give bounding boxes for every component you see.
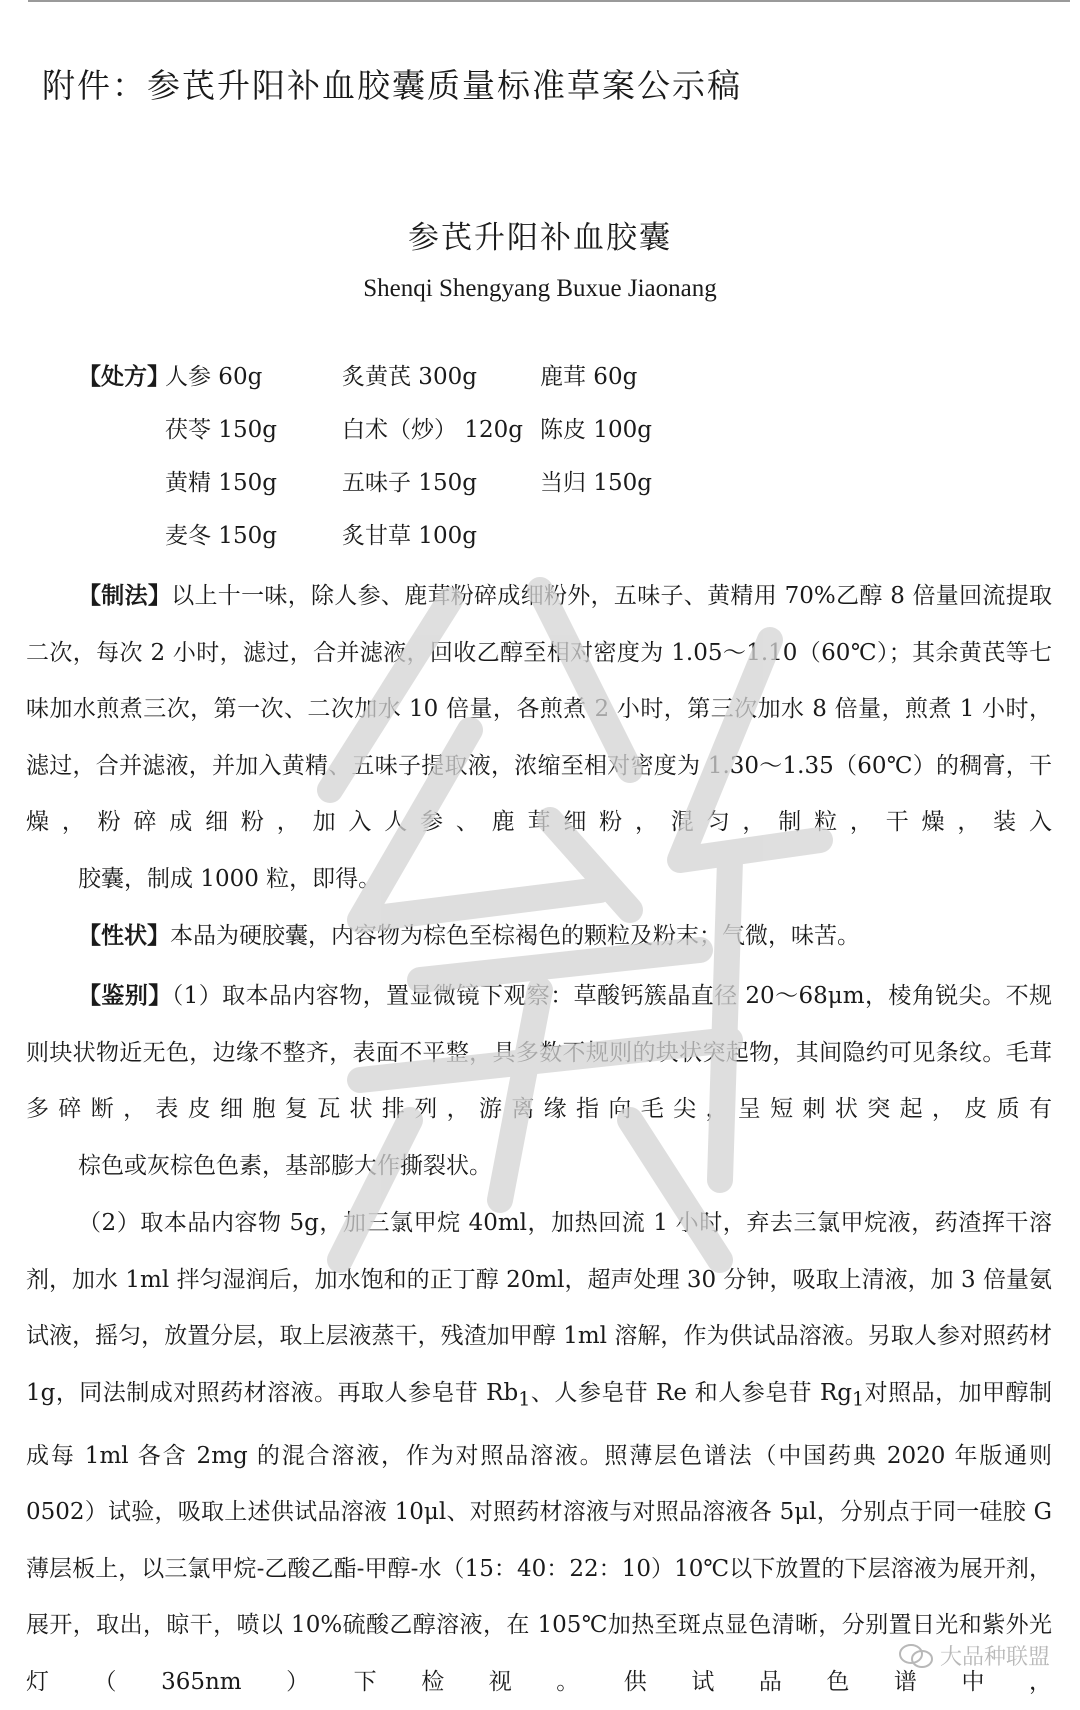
document-subtitle-pinyin: Shenqi Shengyang Buxue Jiaonang: [363, 275, 717, 302]
identification-label: 【鉴别】: [78, 982, 172, 1009]
identification-paragraph-2: [26, 1195, 1052, 1710]
subscript: 1: [851, 1387, 865, 1411]
preparation-last-line: 胶囊，制成 1000 粒，即得。: [78, 865, 382, 892]
prescription-item: 鹿茸 60g: [540, 364, 638, 390]
identification-text-2a: （2）取本品内容物 5g，加三氯甲烷 40ml，加热回流 1 小时，弃去三氯甲烷液，药渣挥干溶剂，加水 1ml 拌匀湿润后，加水饱和的正丁醇 20ml，超声处理 30 分钟，吸取上清液，加 3 倍量氨试液，摇匀，放置分层，取上层液蒸干，残渣加甲醇 1ml 溶解，作为供试品溶液。另取人参对照药材 1g，同法制成对照药材溶液。再取人参皂苷 Rb: [26, 1210, 1052, 1406]
preparation-text: 以上十一味，除人参、鹿茸粉碎成细粉外，五味子、黄精用 70%乙醇 8 倍量回流提取二次，每次 2 小时，滤过，合并滤液，回收乙醇至相对密度为 1.05～1.10（60℃）；其余黄芪等七味加水煎煮三次，第一次、二次加水 10 倍量，各煎煮 2 小时，第三次加水 8 倍量，煎煮 1 小时，滤过，合并滤液，并加入黄精、五味子提取液，浓缩至相对密度为 1.30～1.35（60℃）的稠膏，干燥，粉碎成细粉，加入人参、鹿茸细粉，混匀，制粒，干燥，装入: [26, 583, 1053, 835]
logo-text: 大品种联盟: [939, 1645, 1050, 1670]
identification-text-2b: 、人参皂苷 Re 和人参皂苷 Rg: [530, 1379, 852, 1406]
prescription-item: 茯苓 150g: [165, 417, 277, 443]
prescription-item: 炙黄芪 300g: [342, 364, 477, 390]
prescription-item: 白术（炒） 120g: [342, 417, 523, 443]
document-title: 参芪升阳补血胶囊: [408, 220, 672, 256]
chat-bubble-icon: [898, 1642, 934, 1670]
subscript: 1: [518, 1387, 531, 1411]
prescription-item: 当归 150g: [540, 470, 652, 496]
preparation-paragraph: [26, 568, 1052, 907]
identification-text-1: （1）取本品内容物，置显微镜下观察：草酸钙簇晶直径 20～68μm，棱角锐尖。不规则块状物近无色，边缘不整齐，表面不平整，具多数不规则的块状突起物，其间隐约可见条纹。毛茸多碎断，表皮细胞复瓦状排列，游离缘指向毛尖，呈短刺状突起，皮质有: [26, 983, 1052, 1122]
description-paragraph: [26, 908, 1052, 965]
identification-paragraph-1: [26, 968, 1052, 1194]
prescription-item: 黄精 150g: [165, 470, 277, 496]
brand-logo: [898, 1640, 1050, 1671]
top-rule: [28, 0, 1070, 2]
identification-last-line-1: 棕色或灰棕色色素，基部膨大作撕裂状。: [78, 1152, 492, 1179]
prescription-item: 陈皮 100g: [540, 417, 652, 443]
description-text: 本品为硬胶囊，内容物为棕色至棕褐色的颗粒及粉末；气微，味苦。: [170, 923, 860, 949]
prescription-item: 炙甘草 100g: [342, 523, 477, 549]
prescription-label: 【处方】: [78, 363, 170, 390]
preparation-label: 【制法】: [78, 582, 172, 609]
identification-text-2c: 对照品，加甲醇制成每 1ml 各含 2mg 的混合溶液，作为对照品溶液。照薄层色谱法（中国药典 2020 年版通则 0502）试验，吸取上述供试品溶液 10μl、对照药材溶液与对照品溶液各 5μl，分别点于同一硅胶 G 薄层板上，以三氯甲烷-乙酸乙酯-甲醇-水（15：40：22：10）10℃以下放置的下层溶液为展开剂，展开，取出，晾干，喷以 10%硫酸乙醇溶液，在 105℃加热至斑点显色清晰，分别置日光和紫外光灯（365nm）下检视。供试品色谱中，: [26, 1379, 1052, 1695]
description-label: 【性状】: [78, 922, 170, 949]
prescription-item: 人参 60g: [165, 364, 263, 390]
annex-title: 附件：参芪升阳补血胶囊质量标准草案公示稿: [42, 66, 742, 105]
prescription-item: 五味子 150g: [342, 470, 477, 496]
prescription-item: 麦冬 150g: [165, 523, 277, 549]
